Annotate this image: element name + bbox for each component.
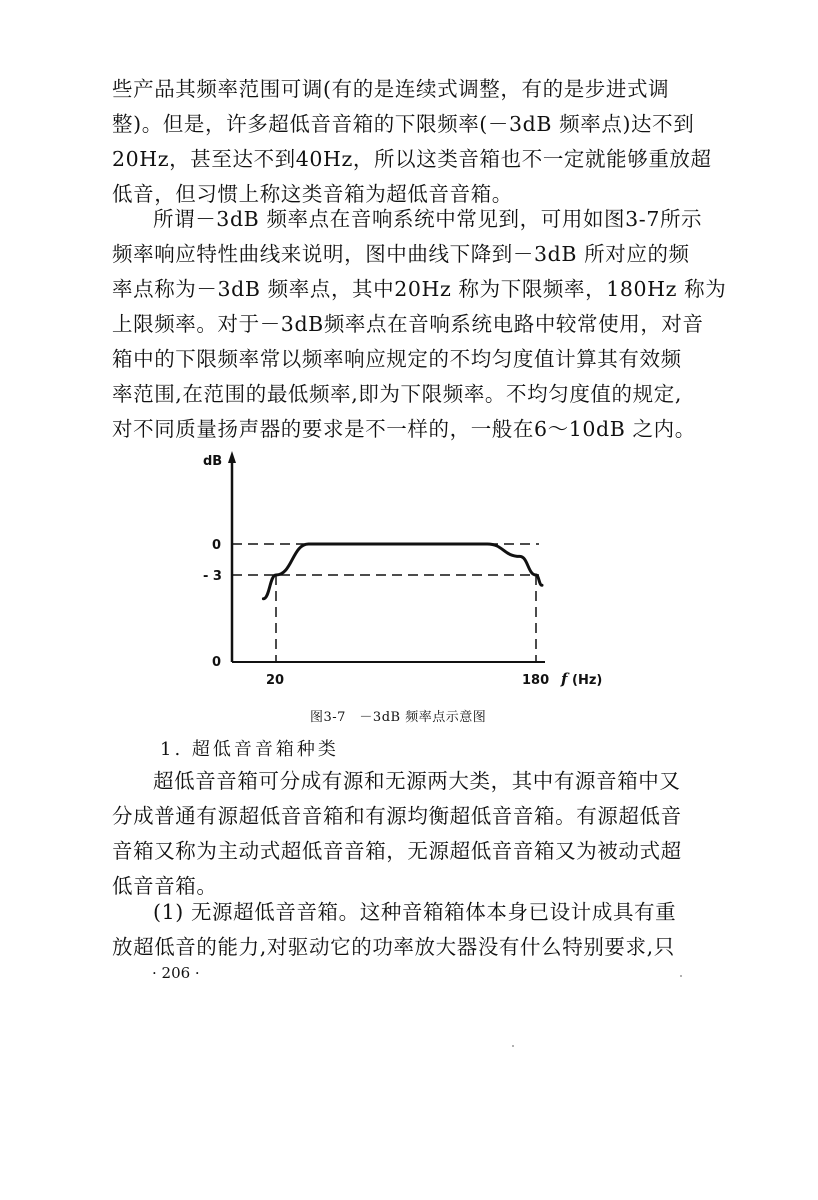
y-axis-arrow <box>228 451 236 463</box>
y-axis-label: dB <box>203 454 223 469</box>
text-line: 分成普通有源超低音音箱和有源均衡超低音音箱。有源超低音 <box>112 804 682 828</box>
paragraph-2 <box>112 202 727 447</box>
scan-speck <box>680 975 682 977</box>
y-tick-minus3db: - 3 <box>203 569 222 584</box>
x-tick-20: 20 <box>266 673 285 688</box>
text-line: 超低音音箱可分成有源和无源两大类，其中有源音箱中又 <box>153 769 681 793</box>
response-curve <box>263 544 542 599</box>
page-number: · 206 · <box>152 964 200 982</box>
figure-caption: 图3-7 －3dB 频率点示意图 <box>310 710 487 725</box>
text-line: 低音音箱。 <box>112 874 218 898</box>
y-tick-origin: 0 <box>212 655 222 670</box>
x-tick-180: 180 <box>522 673 550 688</box>
text-line: 所谓－3dB 频率点在音响系统中常见到，可用如图3-7所示 <box>153 207 703 231</box>
y-tick-0db: 0 <box>212 538 222 553</box>
x-axis-label-f: f <box>561 670 568 688</box>
text-line: 频率响应特性曲线来说明，图中曲线下降到－3dB 所对应的频 <box>112 242 690 266</box>
text-line: 放超低音的能力,对驱动它的功率放大器没有什么特别要求,只 <box>112 935 675 959</box>
paragraph-4 <box>112 895 692 965</box>
text-line: 音箱又称为主动式超低音音箱，无源超低音音箱又为被动式超 <box>112 839 682 863</box>
text-line: 率点称为－3dB 频率点，其中20Hz 称为下限频率，180Hz 称为 <box>112 277 727 301</box>
text-line: (1) 无源超低音音箱。这种音箱箱体本身已设计成具有重 <box>153 900 677 924</box>
paragraph-3 <box>112 764 692 904</box>
paragraph-1 <box>112 72 712 212</box>
text-line: 上限频率。对于－3dB频率点在音响系统电路中较常使用，对音 <box>112 312 704 336</box>
scan-speck <box>512 1045 514 1047</box>
text-line: 对不同质量扬声器的要求是不一样的，一般在6～10dB 之内。 <box>112 417 696 441</box>
text-line: 20Hz，甚至达不到40Hz，所以这类音箱也不一定就能够重放超 <box>112 147 712 171</box>
text-line: 箱中的下限频率常以频率响应规定的不均匀度值计算其有效频 <box>112 347 682 371</box>
x-axis-label-unit: (Hz) <box>572 673 603 688</box>
text-line: 整)。但是，许多超低音音箱的下限频率(－3dB 频率点)达不到 <box>112 112 695 136</box>
text-line: 低音，但习惯上称这类音箱为超低音音箱。 <box>112 182 513 206</box>
text-line: 些产品其频率范围可调(有的是连续式调整，有的是步进式调 <box>112 77 670 101</box>
text-line: 率范围,在范围的最低频率,即为下限频率。不均匀度值的规定, <box>112 382 682 406</box>
section-heading: 1. 超低音音箱种类 <box>160 739 339 760</box>
frequency-response-figure <box>195 445 625 695</box>
